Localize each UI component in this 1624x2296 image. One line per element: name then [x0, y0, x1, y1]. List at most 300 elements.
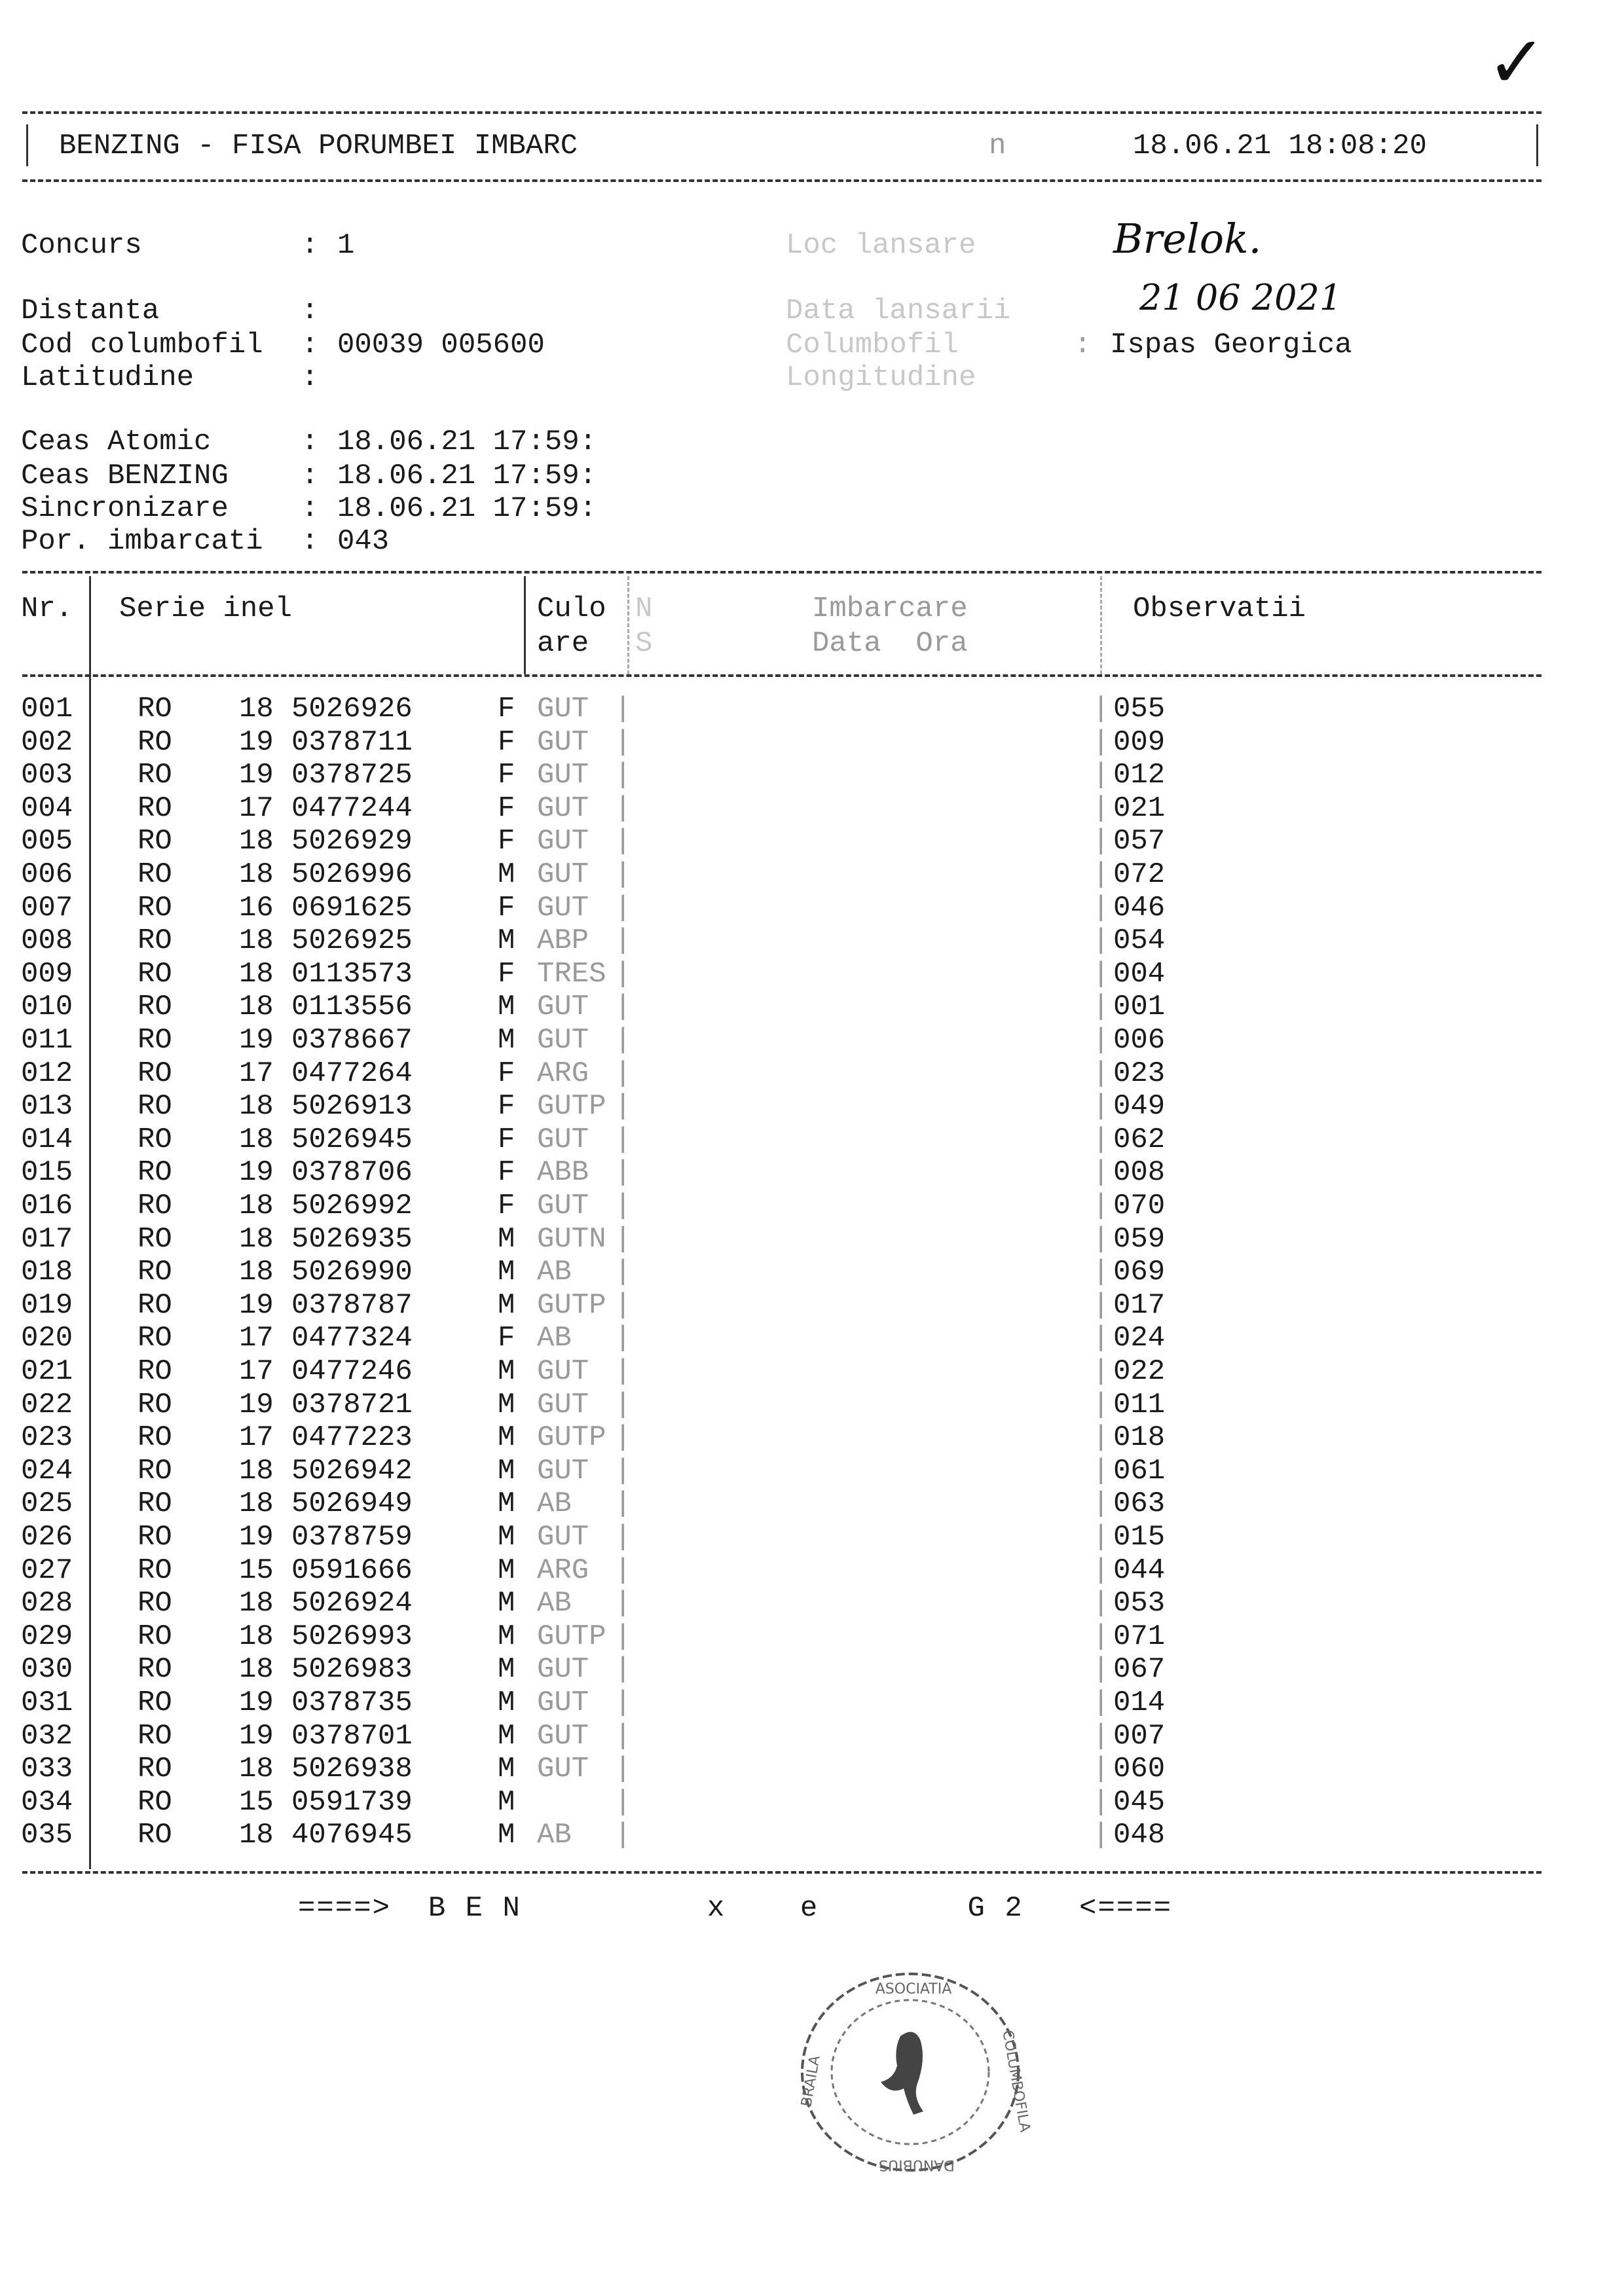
row-divider: |: [614, 725, 632, 759]
row-color: GUT: [537, 725, 589, 759]
row-color: ARG: [537, 1057, 589, 1090]
col-header-observatii: Observatii: [1133, 592, 1306, 625]
row-sex: M: [498, 924, 515, 958]
row-divider: |: [1092, 1057, 1110, 1090]
row-color: GUTP: [537, 1421, 606, 1455]
latitudine-label: Latitudine: [21, 361, 194, 394]
row-serial: 5026990: [291, 1256, 413, 1289]
col-header-imbarcare: Imbarcare: [812, 592, 968, 625]
row-serial: 0477264: [291, 1057, 413, 1090]
row-sex: M: [498, 1554, 515, 1587]
row-divider: |: [614, 1421, 632, 1455]
row-color: GUTP: [537, 1620, 606, 1653]
row-observatii: 014: [1113, 1686, 1166, 1719]
row-observatii: 044: [1113, 1554, 1166, 1587]
row-sex: M: [498, 1454, 515, 1487]
row-divider: |: [1092, 1288, 1110, 1322]
row-nr: 014: [21, 1123, 73, 1156]
table-header-border: [22, 674, 1541, 677]
header-datetime: 18.06.21 18:08:20: [1133, 130, 1427, 162]
row-sex: F: [498, 1090, 515, 1123]
row-divider: |: [1092, 1653, 1110, 1686]
row-divider: |: [1092, 1123, 1110, 1156]
row-year: 18: [239, 1454, 274, 1487]
row-nr: 011: [21, 1024, 73, 1057]
row-country: RO: [138, 1521, 172, 1554]
row-sex: F: [498, 792, 515, 825]
header-bottom-border: [22, 179, 1541, 182]
row-observatii: 015: [1113, 1521, 1166, 1554]
row-year: 15: [239, 1554, 274, 1587]
row-divider: |: [614, 1256, 632, 1289]
row-serial: 5026996: [291, 858, 413, 891]
row-divider: |: [1092, 792, 1110, 825]
row-serial: 5026913: [291, 1090, 413, 1123]
row-divider: |: [1092, 725, 1110, 759]
row-serial: 0378787: [291, 1288, 413, 1322]
row-nr: 002: [21, 725, 73, 759]
row-serial: 0378759: [291, 1521, 413, 1554]
row-sex: M: [498, 991, 515, 1024]
row-country: RO: [138, 1819, 172, 1852]
row-country: RO: [138, 1288, 172, 1322]
col-header-nr: Nr.: [21, 592, 73, 625]
row-serial: 5026949: [291, 1487, 413, 1521]
row-year: 18: [239, 924, 274, 958]
row-serial: 0477223: [291, 1421, 413, 1455]
row-sex: M: [498, 1653, 515, 1686]
row-year: 18: [239, 1819, 274, 1852]
row-nr: 028: [21, 1587, 73, 1620]
row-country: RO: [138, 759, 172, 792]
row-divider: |: [614, 1388, 632, 1421]
row-divider: |: [614, 991, 632, 1024]
row-country: RO: [138, 1587, 172, 1620]
row-divider: |: [614, 924, 632, 958]
row-nr: 032: [21, 1719, 73, 1753]
row-nr: 029: [21, 1620, 73, 1653]
row-serial: 0591739: [291, 1785, 413, 1819]
row-observatii: 048: [1113, 1819, 1166, 1852]
row-sex: F: [498, 725, 515, 759]
row-divider: |: [614, 1554, 632, 1587]
row-year: 19: [239, 1156, 274, 1190]
row-divider: |: [614, 1190, 632, 1222]
row-nr: 012: [21, 1057, 73, 1090]
row-serial: 0691625: [291, 891, 413, 924]
row-nr: 015: [21, 1156, 73, 1190]
distanta-label: Distanta: [21, 295, 160, 327]
row-nr: 008: [21, 924, 73, 958]
row-divider: |: [1092, 1024, 1110, 1057]
row-serial: 0378706: [291, 1156, 413, 1190]
row-year: 18: [239, 1256, 274, 1289]
row-divider: |: [614, 693, 632, 725]
row-color: GUT: [537, 1719, 589, 1753]
row-sex: M: [498, 1355, 515, 1388]
row-year: 18: [239, 693, 274, 725]
row-color: GUT: [537, 1123, 589, 1156]
row-nr: 018: [21, 1256, 73, 1289]
row-divider: |: [1092, 1719, 1110, 1753]
row-divider: |: [1092, 1554, 1110, 1587]
row-country: RO: [138, 1686, 172, 1719]
row-divider: |: [1092, 924, 1110, 958]
row-nr: 003: [21, 759, 73, 792]
row-divider: |: [614, 1123, 632, 1156]
row-nr: 031: [21, 1686, 73, 1719]
row-nr: 001: [21, 693, 73, 725]
row-color: AB: [537, 1819, 572, 1852]
ceas-benzing-value: 18.06.21 17:59:: [337, 460, 597, 492]
row-year: 17: [239, 1355, 274, 1388]
row-observatii: 062: [1113, 1123, 1166, 1156]
row-serial: 5026925: [291, 924, 413, 958]
row-color: GUT: [537, 792, 589, 825]
row-sex: F: [498, 1057, 515, 1090]
columbofil-value: Ispas Georgica: [1110, 329, 1352, 361]
row-country: RO: [138, 1156, 172, 1190]
row-sex: M: [498, 1620, 515, 1653]
row-divider: |: [1092, 858, 1110, 891]
table-col-divider-obs: [1100, 576, 1102, 674]
row-sex: F: [498, 759, 515, 792]
row-nr: 010: [21, 991, 73, 1024]
row-sex: F: [498, 693, 515, 725]
row-observatii: 022: [1113, 1355, 1166, 1388]
ceas-atomic-value: 18.06.21 17:59:: [337, 426, 597, 458]
row-country: RO: [138, 725, 172, 759]
row-country: RO: [138, 1719, 172, 1753]
col-header-culo: Culo: [537, 592, 606, 625]
row-observatii: 059: [1113, 1222, 1166, 1256]
row-nr: 027: [21, 1554, 73, 1587]
row-serial: 0113573: [291, 957, 413, 991]
row-nr: 019: [21, 1288, 73, 1322]
row-observatii: 070: [1113, 1190, 1166, 1222]
row-country: RO: [138, 1554, 172, 1587]
header-right-border: [1536, 124, 1538, 166]
row-sex: M: [498, 1256, 515, 1289]
row-serial: 5026929: [291, 825, 413, 858]
row-observatii: 012: [1113, 759, 1166, 792]
row-color: GUT: [537, 891, 589, 924]
row-nr: 013: [21, 1090, 73, 1123]
row-divider: |: [614, 1753, 632, 1786]
row-divider: |: [614, 1454, 632, 1487]
header-left-border: [26, 124, 28, 166]
data-lansarii-label: Data lansarii: [786, 295, 1011, 327]
row-divider: |: [1092, 1686, 1110, 1719]
row-year: 15: [239, 1785, 274, 1819]
row-divider: |: [614, 1288, 632, 1322]
row-observatii: 053: [1113, 1587, 1166, 1620]
row-country: RO: [138, 1057, 172, 1090]
row-color: GUT: [537, 1388, 589, 1421]
row-country: RO: [138, 1024, 172, 1057]
row-observatii: 021: [1113, 792, 1166, 825]
header-title: BENZING - FISA PORUMBEI IMBARC: [59, 130, 578, 162]
row-color: ABB: [537, 1156, 589, 1190]
row-year: 19: [239, 1719, 274, 1753]
row-year: 17: [239, 792, 274, 825]
row-sex: M: [498, 1487, 515, 1521]
row-observatii: 063: [1113, 1487, 1166, 1521]
row-serial: 0378721: [291, 1388, 413, 1421]
row-year: 18: [239, 957, 274, 991]
row-serial: 5026983: [291, 1653, 413, 1686]
distanta-colon: :: [301, 295, 319, 327]
row-divider: |: [1092, 991, 1110, 1024]
row-divider: |: [614, 1587, 632, 1620]
row-nr: 033: [21, 1753, 73, 1786]
row-divider: |: [1092, 1819, 1110, 1852]
row-color: AB: [537, 1322, 572, 1355]
row-divider: |: [614, 1057, 632, 1090]
sincronizare-value: 18.06.21 17:59:: [337, 492, 597, 525]
row-nr: 020: [21, 1322, 73, 1355]
row-color: TRES: [537, 957, 606, 991]
row-divider: |: [614, 792, 632, 825]
row-observatii: 011: [1113, 1388, 1166, 1421]
row-divider: |: [1092, 1256, 1110, 1289]
row-divider: |: [1092, 957, 1110, 991]
row-year: 18: [239, 1620, 274, 1653]
row-color: AB: [537, 1256, 572, 1289]
row-observatii: 069: [1113, 1256, 1166, 1289]
row-serial: 0591666: [291, 1554, 413, 1587]
cod-colon: :: [301, 329, 319, 361]
row-year: 18: [239, 858, 274, 891]
row-year: 17: [239, 1322, 274, 1355]
row-year: 19: [239, 1288, 274, 1322]
row-sex: F: [498, 891, 515, 924]
row-sex: F: [498, 1156, 515, 1190]
row-country: RO: [138, 891, 172, 924]
row-divider: |: [1092, 891, 1110, 924]
row-serial: 0113556: [291, 991, 413, 1024]
row-serial: 0477324: [291, 1322, 413, 1355]
row-color: GUTN: [537, 1222, 606, 1256]
row-divider: |: [1092, 1421, 1110, 1455]
row-sex: M: [498, 1819, 515, 1852]
row-country: RO: [138, 825, 172, 858]
col-header-serie: Serie inel: [119, 592, 293, 625]
row-divider: |: [614, 1719, 632, 1753]
columbofil-label: Columbofil: [786, 329, 959, 361]
svg-text:BRAILA: BRAILA: [798, 2054, 824, 2108]
row-divider: |: [1092, 1322, 1110, 1355]
row-nr: 034: [21, 1785, 73, 1819]
row-divider: |: [614, 1521, 632, 1554]
row-year: 18: [239, 1090, 274, 1123]
row-observatii: 054: [1113, 924, 1166, 958]
row-country: RO: [138, 1454, 172, 1487]
row-observatii: 061: [1113, 1454, 1166, 1487]
row-country: RO: [138, 1222, 172, 1256]
row-observatii: 001: [1113, 991, 1166, 1024]
cod-label: Cod columbofil: [21, 329, 263, 361]
row-divider: |: [1092, 759, 1110, 792]
row-country: RO: [138, 1322, 172, 1355]
row-observatii: 057: [1113, 825, 1166, 858]
row-nr: 025: [21, 1487, 73, 1521]
row-divider: |: [1092, 1355, 1110, 1388]
row-country: RO: [138, 924, 172, 958]
row-color: GUT: [537, 1454, 589, 1487]
ceas-benzing-colon: :: [301, 460, 319, 492]
row-color: ABP: [537, 924, 589, 958]
row-sex: M: [498, 1388, 515, 1421]
row-serial: 5026938: [291, 1753, 413, 1786]
row-country: RO: [138, 693, 172, 725]
row-country: RO: [138, 957, 172, 991]
row-year: 19: [239, 1686, 274, 1719]
row-observatii: 024: [1113, 1322, 1166, 1355]
row-divider: |: [614, 1487, 632, 1521]
row-nr: 007: [21, 891, 73, 924]
footer-banner: ====> B E N x e G 2 <====: [298, 1892, 1173, 1925]
row-serial: 5026935: [291, 1222, 413, 1256]
row-divider: |: [614, 1222, 632, 1256]
row-observatii: 072: [1113, 858, 1166, 891]
row-color: GUT: [537, 825, 589, 858]
longitudine-label: Longitudine: [786, 361, 976, 394]
row-color: GUT: [537, 1355, 589, 1388]
row-color: GUT: [537, 693, 589, 725]
check-mark: ✓: [1486, 20, 1547, 104]
row-divider: |: [1092, 1156, 1110, 1190]
row-serial: 0477246: [291, 1355, 413, 1388]
row-observatii: 046: [1113, 891, 1166, 924]
row-sex: M: [498, 1719, 515, 1753]
row-observatii: 009: [1113, 725, 1166, 759]
row-divider: |: [614, 1024, 632, 1057]
concurs-value: 1: [337, 229, 355, 262]
row-color: GUT: [537, 991, 589, 1024]
row-year: 19: [239, 1024, 274, 1057]
row-year: 19: [239, 725, 274, 759]
row-color: GUT: [537, 1686, 589, 1719]
row-sex: M: [498, 1222, 515, 1256]
row-divider: |: [1092, 1753, 1110, 1786]
loc-value-handwritten: Brelok.: [1113, 215, 1262, 263]
row-color: GUT: [537, 858, 589, 891]
row-color: GUT: [537, 1190, 589, 1222]
row-divider: |: [614, 1819, 632, 1852]
row-year: 19: [239, 1521, 274, 1554]
row-divider: |: [614, 957, 632, 991]
row-divider: |: [1092, 1222, 1110, 1256]
row-serial: 5026992: [291, 1190, 413, 1222]
row-sex: M: [498, 1753, 515, 1786]
row-color: AB: [537, 1487, 572, 1521]
col-header-imbarcare-line2: Data Ora: [812, 627, 968, 660]
row-nr: 017: [21, 1222, 73, 1256]
row-color: GUTP: [537, 1288, 606, 1322]
row-observatii: 018: [1113, 1421, 1166, 1455]
por-imbarcati-label: Por. imbarcati: [21, 525, 263, 558]
row-divider: |: [1092, 1388, 1110, 1421]
row-divider: |: [614, 1653, 632, 1686]
row-year: 18: [239, 991, 274, 1024]
row-observatii: 007: [1113, 1719, 1166, 1753]
row-divider: |: [1092, 1785, 1110, 1819]
row-divider: |: [1092, 1487, 1110, 1521]
sincronizare-colon: :: [301, 492, 319, 525]
por-imbarcati-value: 043: [337, 525, 390, 558]
row-divider: |: [614, 1090, 632, 1123]
row-country: RO: [138, 1256, 172, 1289]
row-year: 18: [239, 1190, 274, 1222]
header-fragment: n: [989, 130, 1006, 162]
row-sex: F: [498, 825, 515, 858]
row-divider: |: [614, 825, 632, 858]
row-country: RO: [138, 858, 172, 891]
row-observatii: 060: [1113, 1753, 1166, 1786]
row-observatii: 006: [1113, 1024, 1166, 1057]
row-serial: 0378725: [291, 759, 413, 792]
row-serial: 5026924: [291, 1587, 413, 1620]
row-divider: |: [614, 891, 632, 924]
row-country: RO: [138, 1190, 172, 1222]
row-year: 18: [239, 825, 274, 858]
row-color: GUT: [537, 1753, 589, 1786]
table-col-divider-nrserie: [627, 576, 629, 674]
row-nr: 021: [21, 1355, 73, 1388]
row-divider: |: [1092, 1521, 1110, 1554]
row-observatii: 055: [1113, 693, 1166, 725]
row-observatii: 045: [1113, 1785, 1166, 1819]
row-observatii: 023: [1113, 1057, 1166, 1090]
row-divider: |: [614, 1620, 632, 1653]
row-serial: 5026942: [291, 1454, 413, 1487]
row-sex: M: [498, 1421, 515, 1455]
row-divider: |: [1092, 1620, 1110, 1653]
row-nr: 009: [21, 957, 73, 991]
row-serial: 4076945: [291, 1819, 413, 1852]
row-color: GUT: [537, 1521, 589, 1554]
row-year: 18: [239, 1753, 274, 1786]
ceas-atomic-colon: :: [301, 426, 319, 458]
row-country: RO: [138, 1355, 172, 1388]
row-year: 17: [239, 1421, 274, 1455]
row-divider: |: [1092, 1454, 1110, 1487]
association-stamp: [786, 1958, 1035, 2187]
row-nr: 006: [21, 858, 73, 891]
row-nr: 023: [21, 1421, 73, 1455]
latitudine-colon: :: [301, 361, 319, 394]
row-nr: 026: [21, 1521, 73, 1554]
data-lansarii-handwritten: 21 06 2021: [1139, 277, 1342, 318]
row-year: 18: [239, 1487, 274, 1521]
row-sex: M: [498, 1587, 515, 1620]
row-country: RO: [138, 1123, 172, 1156]
table-top-border: [22, 571, 1541, 574]
row-country: RO: [138, 1753, 172, 1786]
svg-text:COLUMBOFILA: COLUMBOFILA: [999, 2028, 1033, 2134]
row-country: RO: [138, 991, 172, 1024]
row-nr: 024: [21, 1454, 73, 1487]
row-country: RO: [138, 1620, 172, 1653]
row-nr: 004: [21, 792, 73, 825]
por-imbarcati-colon: :: [301, 525, 319, 558]
ceas-benzing-label: Ceas BENZING: [21, 460, 229, 492]
row-year: 19: [239, 1388, 274, 1421]
row-divider: |: [614, 1156, 632, 1190]
row-sex: M: [498, 1024, 515, 1057]
row-country: RO: [138, 1487, 172, 1521]
